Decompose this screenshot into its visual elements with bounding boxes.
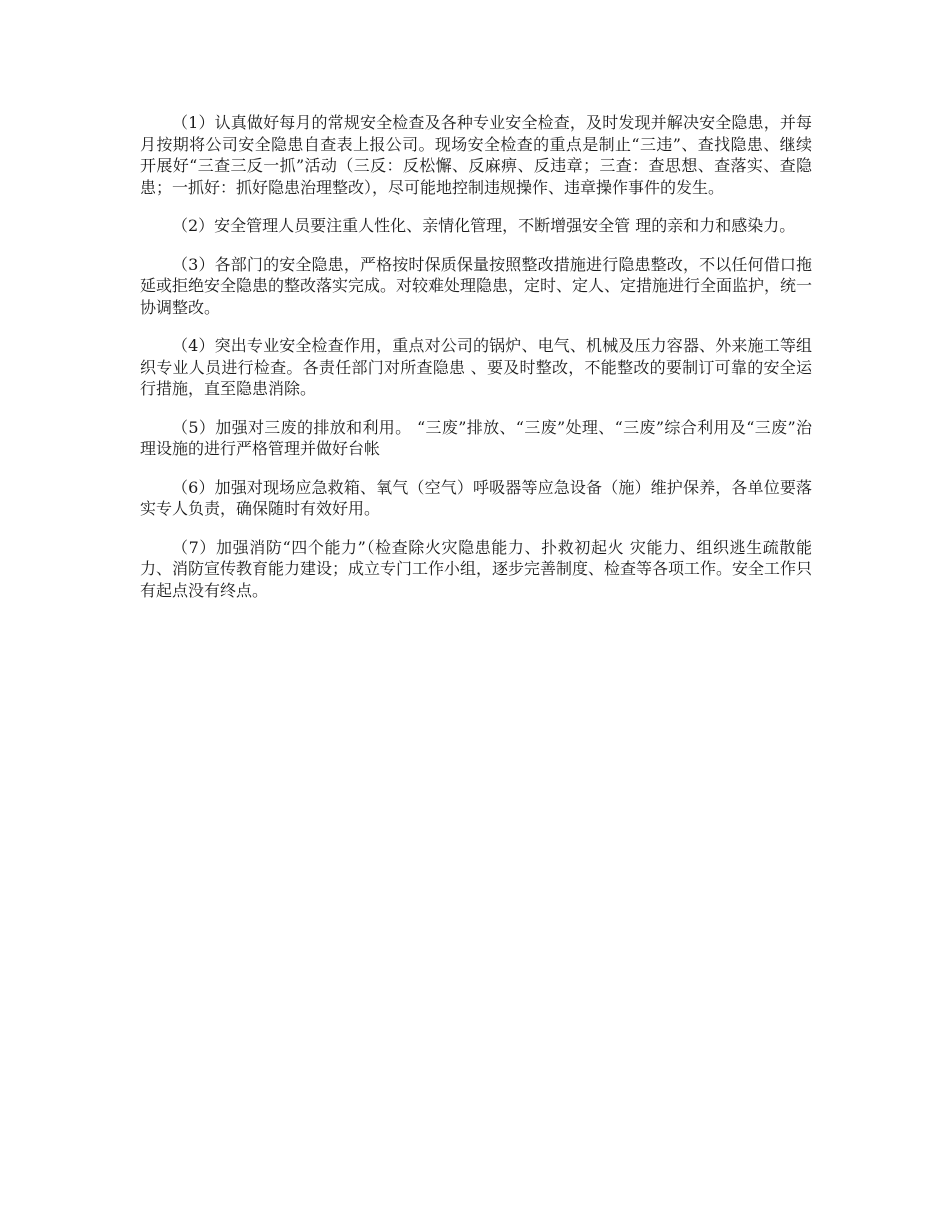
paragraph-3: （3）各部门的安全隐患，严格按时保质保量按照整改措施进行隐患整改，不以任何借口拖延或拒绝安全隐患的整改落实完成。对较难处理隐患，定时、定人、定措施进行全面监护，统一协调整改。 (140, 254, 813, 317)
paragraph-2: （2）安全管理人员要注重人性化、亲情化管理，不断增强安全管 理的亲和力和感染力。 (172, 216, 796, 235)
paragraph-1: （1）认真做好每月的常规安全检查及各种专业安全检查，及时发现并解决安全隐患，并每月按期将公司安全隐患自查表上报公司。现场安全检查的重点是制止“三违”、查找隐患、继续开展好“三查三反一抓”活动（三反：反松懈、反麻痹、反违章；三查：查思想、查落实、查隐患；一抓好：抓好隐患治理整改），尽可能地控制违规操作、违章操作事件的发生。 (140, 113, 812, 197)
paragraph-6: （6）加强对现场应急救箱、氧气（空气）呼吸器等应急设备（施）维护保养，各单位要落实专人负责，确保随时有效好用。 (140, 477, 812, 518)
document-body (140, 112, 812, 618)
paragraph-4: （4）突出专业安全检查作用，重点对公司的锅炉、电气、机械及压力容器、外来施工等组织专业人员进行检查。各责任部门对所查隐患 、要及时整改，不能整改的要制订可靠的安全运行措施，直至隐患消除。 (140, 336, 812, 398)
paragraph-5: （5）加强对三废的排放和利用。 “三废”排放、“三废”处理、“三废”综合利用及“三废”治理设施的进行严格管理并做好台帐 (140, 417, 812, 458)
paragraph-7: （7）加强消防“四个能力”（检查除火灾隐患能力、扑救初起火 灾能力、组织逃生疏散能力、消防宣传教育能力建设；成立专门工作小组，逐步完善制度、检查等各项工作。安全工作只有起点没有终点。 (140, 537, 813, 600)
